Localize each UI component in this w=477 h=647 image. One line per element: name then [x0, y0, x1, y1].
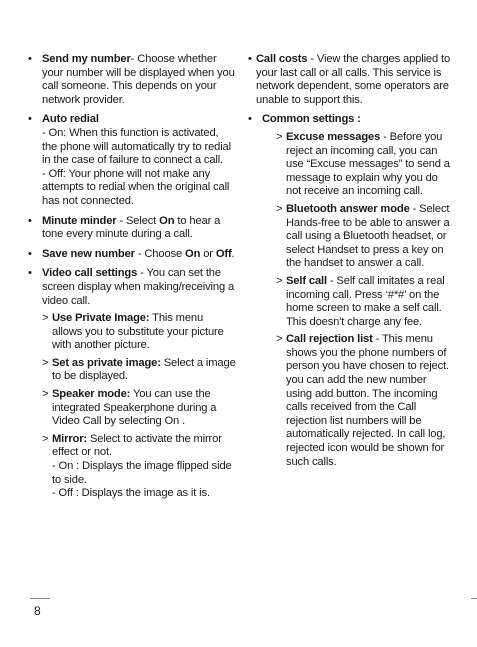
excuse-messages-sub — [276, 131, 453, 199]
common-settings-title: Common settings : — [262, 113, 361, 126]
save-new-number-off: Off — [215, 247, 232, 260]
save-new-number-text-a: - Choose — [134, 247, 186, 260]
call-rejection-list-text: - This menu shows you the phone numbers of person you have chosen to reject. you can add the new number using add button. The incoming calls received from the Call rejection list numbers will be automatically rejected. In call log, rejected icon would be shown for such calls. — [286, 333, 449, 468]
bluetooth-answer-mode-sub — [276, 203, 453, 271]
bullet-icon: • — [28, 214, 32, 227]
self-call-text: - Self call imitates a real incoming call. Press ‘#*#’ on the home screen to make a self call. This doesn't charge any fee. — [286, 274, 445, 328]
save-new-number-item — [28, 248, 236, 262]
save-new-number-text-c: . — [231, 247, 235, 260]
minute-minder-title: Minute minder — [42, 214, 117, 227]
minute-minder-text-b: to hear a tone every minute during a call. — [42, 214, 221, 241]
video-call-settings-text: - You can set the screen display when making/receiving a video call. — [42, 267, 235, 307]
set-as-private-image-sub — [42, 357, 236, 384]
call-rejection-list-sub — [276, 333, 453, 469]
chevron-right-icon: > — [276, 333, 283, 346]
common-settings-subs — [276, 131, 453, 469]
right-column — [248, 53, 453, 475]
use-private-image-title: Use Private Image: — [52, 312, 150, 325]
bullet-icon: • — [248, 113, 252, 126]
auto-redial-on-text: - On: When this function is activated, the phone will automatically try to redial in the case of failure to connect a call. — [42, 126, 231, 167]
page-number: 8 — [34, 604, 41, 618]
minute-minder-text-a: - Select — [116, 214, 160, 227]
mirror-sub — [42, 433, 236, 501]
call-costs-title: Call costs — [256, 53, 308, 65]
set-as-private-image-title: Set as private image: — [52, 356, 161, 369]
chevron-right-icon: > — [42, 312, 49, 325]
call-rejection-list-title: Call rejection list — [286, 333, 373, 346]
auto-redial-title: Auto redial — [42, 113, 99, 126]
chevron-right-icon: > — [276, 130, 283, 143]
speaker-mode-text: You can use the integrated Speakerphone during a Video Call by selecting On . — [52, 388, 217, 428]
bluetooth-answer-mode-title: Bluetooth answer mode — [286, 202, 410, 215]
mirror-title: Mirror: — [52, 432, 87, 445]
chevron-right-icon: > — [42, 356, 49, 369]
excuse-messages-text: - Before you reject an incoming call, you can use “Excuse messages” to send a message to explain why you do not receive an incoming call. — [286, 130, 450, 198]
call-costs-item — [248, 53, 453, 107]
video-call-settings-item — [28, 267, 236, 501]
self-call-sub — [276, 275, 453, 329]
bullet-icon: • — [248, 53, 252, 65]
chevron-right-icon: > — [276, 274, 283, 287]
auto-redial-item — [28, 113, 236, 208]
chevron-right-icon: > — [42, 432, 49, 445]
auto-redial-off-text: - Off: Your phone will not make any attempts to redial when the original call has not connected. — [42, 167, 230, 207]
chevron-right-icon: > — [276, 202, 283, 215]
bullet-icon: • — [28, 113, 32, 126]
bluetooth-answer-mode-text: - Select Hands-free to be able to answer a call using a Bluetooth headset, or select Handset to press a key on the handset to answer a call. — [286, 202, 450, 270]
call-costs-text: - View the charges applied to your last call or all calls. This service is network dependent, some operators are unable to support this. — [256, 53, 451, 106]
footer-edge-mark — [471, 598, 477, 599]
use-private-image-sub — [42, 312, 236, 353]
mirror-text: Select to activate the mirror effect or not. — [52, 432, 222, 459]
save-new-number-title: Save new number — [42, 247, 135, 260]
send-my-number-text: - Choose whether your number will be displayed when you call someone. This depends on your network provider. — [42, 53, 235, 106]
send-my-number-item — [28, 53, 236, 107]
save-new-number-text-b: or — [200, 247, 216, 260]
excuse-messages-title: Excuse messages — [286, 130, 381, 143]
chevron-right-icon: > — [42, 388, 49, 401]
speaker-mode-title: Speaker mode: — [52, 388, 131, 401]
send-my-number-title: Send my number — [42, 53, 131, 65]
save-new-number-on: On — [185, 247, 201, 260]
self-call-title: Self call — [286, 274, 327, 287]
minute-minder-item — [28, 215, 236, 242]
video-call-settings-title: Video call settings — [42, 267, 138, 280]
mirror-off-text: - Off : Displays the image as it is. — [52, 487, 210, 500]
set-as-private-image-text: Select a image to be displayed. — [52, 356, 236, 383]
minute-minder-on: On — [159, 214, 175, 227]
bullet-icon: • — [28, 247, 32, 260]
common-settings-item — [248, 113, 453, 469]
footer-divider — [30, 598, 50, 599]
speaker-mode-sub — [42, 388, 236, 429]
bullet-icon: • — [28, 267, 32, 280]
mirror-on-text: - On : Displays the image flipped side to side. — [52, 460, 232, 486]
bullet-icon: • — [28, 53, 32, 65]
left-column — [28, 53, 236, 507]
use-private-image-text: This menu allows you to substitute your picture with another picture. — [52, 312, 224, 352]
